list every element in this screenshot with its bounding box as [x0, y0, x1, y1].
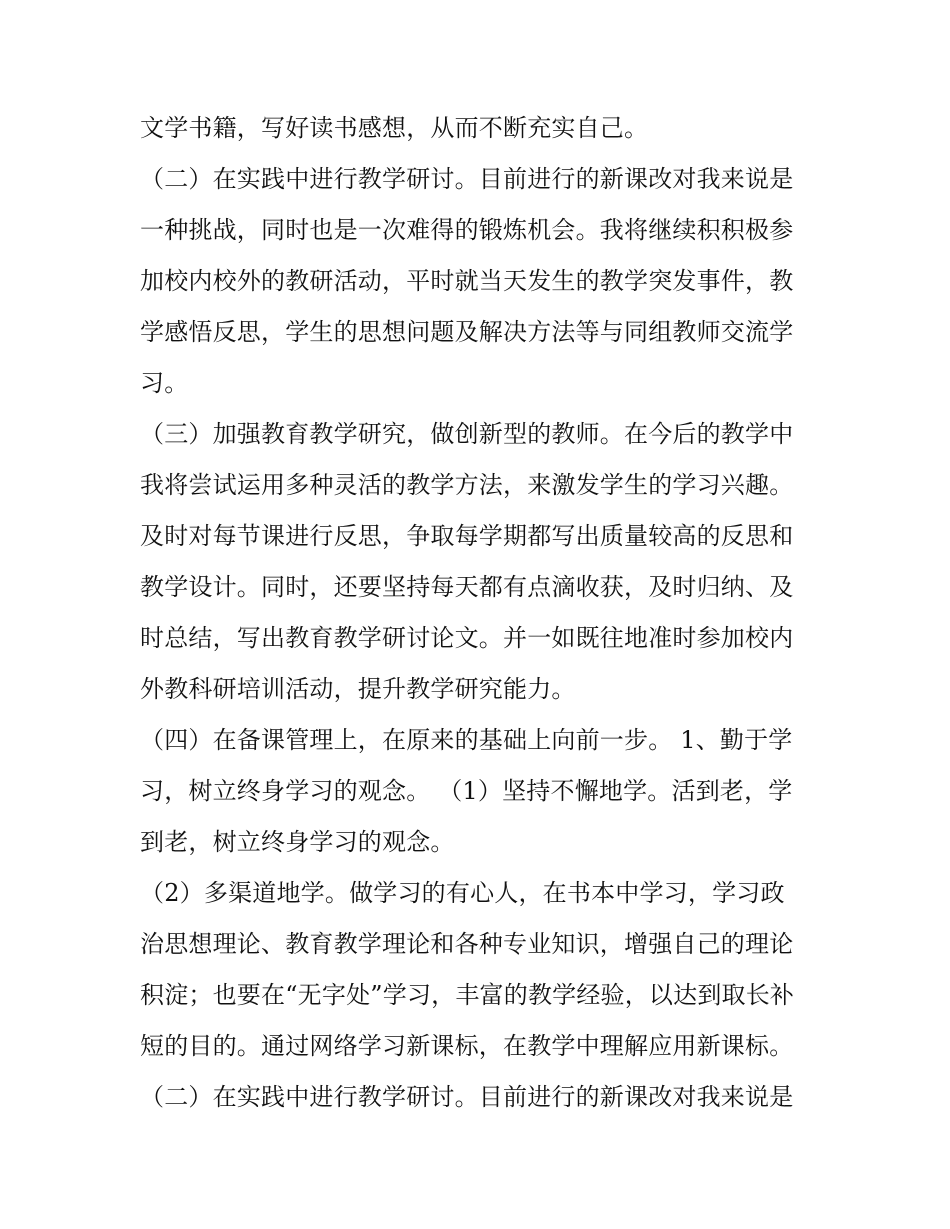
- document-body: [140, 103, 822, 1123]
- text-line: 加校内校外的教研活动，平时就当天发生的教学突发事件，教: [140, 267, 794, 295]
- text-line: 教学设计。同时，还要坚持每天都有点滴收获，及时归纳、及: [140, 573, 794, 601]
- text-line: （二）在实践中进行教学研讨。目前进行的新课改对我来说是: [140, 165, 794, 193]
- text-line: 及时对每节课进行反思，争取每学期都写出质量较高的反思和: [140, 522, 794, 550]
- text-line: （2）多渠道地学。做学习的有心人，在书本中学习，学习政: [140, 879, 785, 907]
- text-line: 治思想理论、教育教学理论和各种专业知识，增强自己的理论: [140, 930, 794, 958]
- text-line: 学感悟反思，学生的思想问题及解决方法等与同组教师交流学: [140, 318, 794, 346]
- text-line: （二）在实践中进行教学研讨。目前进行的新课改对我来说是: [140, 1083, 794, 1111]
- text-line: （四）在备课管理上，在原来的基础上向前一步。 1、勤于学: [140, 726, 793, 754]
- text-line: 时总结，写出教育教学研讨论文。并一如既往地准时参加校内: [140, 624, 794, 652]
- text-line: 到老，树立终身学习的观念。: [140, 828, 455, 856]
- text-line: 习。: [140, 369, 189, 397]
- text-line: 短的目的。通过网络学习新课标，在教学中理解应用新课标。: [140, 1032, 794, 1060]
- text-line: 积淀；也要在“无字处”学习，丰富的教学经验，以达到取长补: [140, 981, 795, 1009]
- text-line: 外教科研培训活动，提升教学研究能力。: [140, 675, 576, 703]
- text-line: 文学书籍，写好读书感想，从而不断充实自己。: [140, 114, 649, 142]
- text-line: （三）加强教育教学研究，做创新型的教师。在今后的教学中: [140, 420, 794, 448]
- text-line: 一种挑战，同时也是一次难得的锻炼机会。我将继续积积极参: [140, 216, 794, 244]
- text-line: 习，树立终身学习的观念。 （1）坚持不懈地学。活到老，学: [140, 777, 793, 805]
- text-line: 我将尝试运用多种灵活的教学方法，来激发学生的学习兴趣。: [140, 471, 794, 499]
